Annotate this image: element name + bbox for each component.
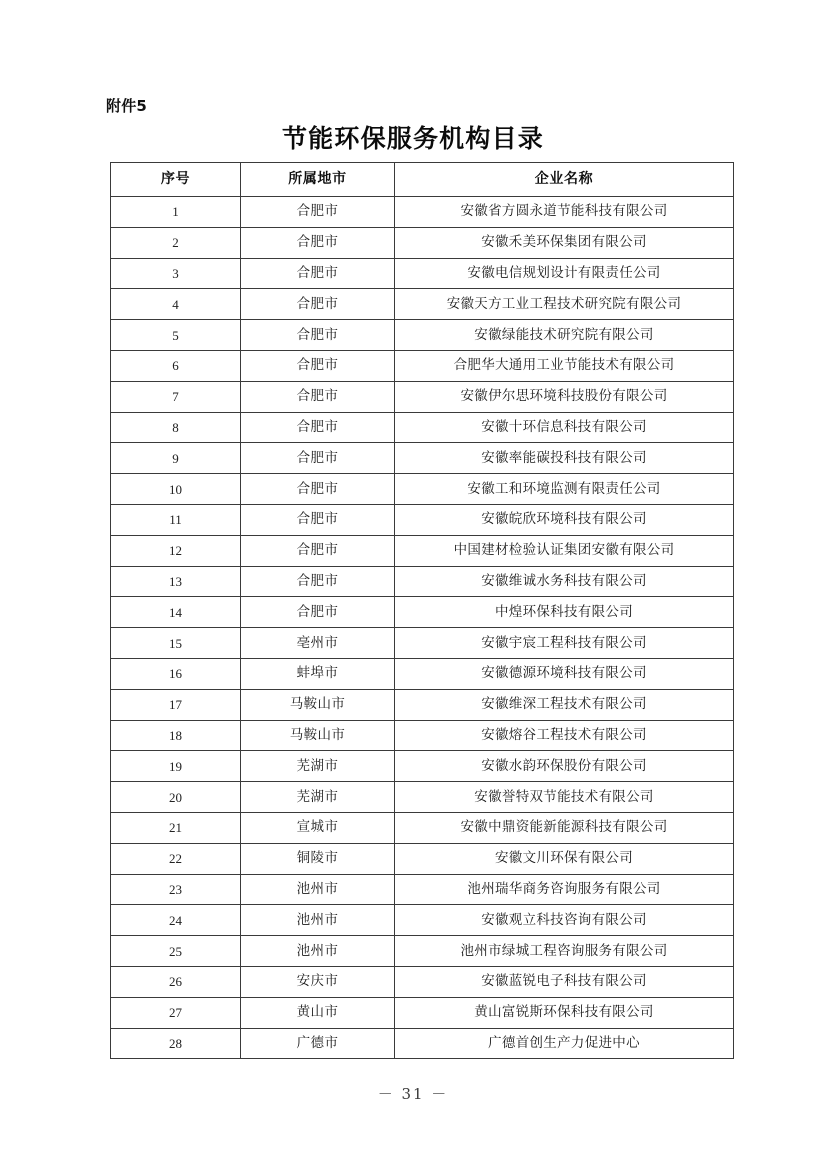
- cell-index: 23: [111, 874, 241, 905]
- cell-index: 17: [111, 689, 241, 720]
- cell-company-name: 安徽中鼎资能新能源科技有限公司: [395, 812, 734, 843]
- cell-index: 9: [111, 443, 241, 474]
- cell-city: 合肥市: [241, 258, 395, 289]
- cell-company-name: 中煌环保科技有限公司: [395, 597, 734, 628]
- table-row: [111, 720, 734, 751]
- cell-city: 铜陵市: [241, 843, 395, 874]
- cell-company-name: 中国建材检验认证集团安徽有限公司: [395, 535, 734, 566]
- table-header-row: [111, 163, 734, 197]
- cell-index: 20: [111, 782, 241, 813]
- table-row: [111, 658, 734, 689]
- cell-index: 4: [111, 289, 241, 320]
- cell-city: 合肥市: [241, 504, 395, 535]
- table-row: [111, 905, 734, 936]
- cell-index: 12: [111, 535, 241, 566]
- cell-city: 池州市: [241, 874, 395, 905]
- table-row: [111, 751, 734, 782]
- table-row: [111, 258, 734, 289]
- cell-company-name: 安徽率能碳投科技有限公司: [395, 443, 734, 474]
- column-header-name: 企业名称: [395, 163, 734, 197]
- cell-company-name: 安徽工和环境监测有限责任公司: [395, 474, 734, 505]
- cell-index: 5: [111, 320, 241, 351]
- table-body: [111, 197, 734, 1059]
- cell-city: 合肥市: [241, 350, 395, 381]
- table-row: [111, 689, 734, 720]
- cell-city: 合肥市: [241, 289, 395, 320]
- cell-company-name: 安徽天方工业工程技术研究院有限公司: [395, 289, 734, 320]
- table-row: [111, 412, 734, 443]
- cell-company-name: 广德首创生产力促进中心: [395, 1028, 734, 1059]
- cell-company-name: 安徽皖欣环境科技有限公司: [395, 504, 734, 535]
- cell-city: 合肥市: [241, 597, 395, 628]
- cell-index: 21: [111, 812, 241, 843]
- table-row: [111, 474, 734, 505]
- cell-index: 28: [111, 1028, 241, 1059]
- cell-index: 18: [111, 720, 241, 751]
- cell-city: 合肥市: [241, 197, 395, 228]
- cell-company-name: 安徽伊尔思环境科技股份有限公司: [395, 381, 734, 412]
- cell-index: 25: [111, 936, 241, 967]
- cell-company-name: 安徽宇宸工程科技有限公司: [395, 628, 734, 659]
- table-row: [111, 350, 734, 381]
- cell-city: 合肥市: [241, 535, 395, 566]
- table-row: [111, 197, 734, 228]
- table-row: [111, 843, 734, 874]
- cell-company-name: 安徽水韵环保股份有限公司: [395, 751, 734, 782]
- table-header: [111, 163, 734, 197]
- cell-index: 16: [111, 658, 241, 689]
- table-row: [111, 381, 734, 412]
- cell-company-name: 安徽德源环境科技有限公司: [395, 658, 734, 689]
- cell-index: 15: [111, 628, 241, 659]
- cell-company-name: 安徽禾美环保集团有限公司: [395, 227, 734, 258]
- cell-company-name: 安徽维深工程技术有限公司: [395, 689, 734, 720]
- page-number-footer: － 31 －: [377, 1085, 449, 1103]
- cell-company-name: 安徽绿能技术研究院有限公司: [395, 320, 734, 351]
- cell-index: 13: [111, 566, 241, 597]
- cell-company-name: 安徽维诚水务科技有限公司: [395, 566, 734, 597]
- cell-city: 黄山市: [241, 997, 395, 1028]
- cell-company-name: 安徽誉特双节能技术有限公司: [395, 782, 734, 813]
- cell-city: 池州市: [241, 936, 395, 967]
- cell-city: 马鞍山市: [241, 720, 395, 751]
- cell-index: 24: [111, 905, 241, 936]
- column-header-index: 序号: [111, 163, 241, 197]
- cell-index: 2: [111, 227, 241, 258]
- cell-company-name: 安徽省方圆永道节能科技有限公司: [395, 197, 734, 228]
- cell-index: 1: [111, 197, 241, 228]
- cell-company-name: 安徽蓝锐电子科技有限公司: [395, 966, 734, 997]
- cell-company-name: 安徽熔谷工程技术有限公司: [395, 720, 734, 751]
- cell-city: 合肥市: [241, 443, 395, 474]
- cell-city: 芜湖市: [241, 751, 395, 782]
- table-row: [111, 782, 734, 813]
- table-row: [111, 812, 734, 843]
- cell-city: 合肥市: [241, 474, 395, 505]
- table-row: [111, 289, 734, 320]
- cell-index: 19: [111, 751, 241, 782]
- service-organization-table: [110, 162, 734, 1059]
- table-row: [111, 227, 734, 258]
- cell-city: 合肥市: [241, 412, 395, 443]
- cell-index: 6: [111, 350, 241, 381]
- directory-table-container: [110, 162, 733, 1059]
- cell-index: 26: [111, 966, 241, 997]
- cell-index: 8: [111, 412, 241, 443]
- cell-city: 合肥市: [241, 227, 395, 258]
- attachment-label: 附件5: [106, 97, 148, 115]
- cell-city: 宣城市: [241, 812, 395, 843]
- table-row: [111, 597, 734, 628]
- cell-index: 7: [111, 381, 241, 412]
- table-row: [111, 320, 734, 351]
- cell-city: 合肥市: [241, 566, 395, 597]
- table-row: [111, 566, 734, 597]
- cell-index: 11: [111, 504, 241, 535]
- table-row: [111, 874, 734, 905]
- cell-index: 3: [111, 258, 241, 289]
- cell-index: 27: [111, 997, 241, 1028]
- cell-company-name: 安徽观立科技咨询有限公司: [395, 905, 734, 936]
- column-header-city: 所属地市: [241, 163, 395, 197]
- page-title: 节能环保服务机构目录: [281, 124, 544, 153]
- cell-company-name: 合肥华大通用工业节能技术有限公司: [395, 350, 734, 381]
- cell-index: 22: [111, 843, 241, 874]
- cell-city: 安庆市: [241, 966, 395, 997]
- cell-city: 马鞍山市: [241, 689, 395, 720]
- cell-company-name: 黄山富锐斯环保科技有限公司: [395, 997, 734, 1028]
- table-row: [111, 1028, 734, 1059]
- table-row: [111, 966, 734, 997]
- cell-company-name: 池州瑞华商务咨询服务有限公司: [395, 874, 734, 905]
- cell-city: 亳州市: [241, 628, 395, 659]
- cell-city: 蚌埠市: [241, 658, 395, 689]
- cell-index: 10: [111, 474, 241, 505]
- table-row: [111, 504, 734, 535]
- table-row: [111, 936, 734, 967]
- table-row: [111, 997, 734, 1028]
- cell-city: 合肥市: [241, 381, 395, 412]
- cell-city: 池州市: [241, 905, 395, 936]
- table-row: [111, 628, 734, 659]
- cell-company-name: 安徽十环信息科技有限公司: [395, 412, 734, 443]
- cell-company-name: 安徽文川环保有限公司: [395, 843, 734, 874]
- table-row: [111, 443, 734, 474]
- cell-index: 14: [111, 597, 241, 628]
- cell-company-name: 池州市绿城工程咨询服务有限公司: [395, 936, 734, 967]
- cell-company-name: 安徽电信规划设计有限责任公司: [395, 258, 734, 289]
- cell-city: 芜湖市: [241, 782, 395, 813]
- cell-city: 广德市: [241, 1028, 395, 1059]
- table-row: [111, 535, 734, 566]
- cell-city: 合肥市: [241, 320, 395, 351]
